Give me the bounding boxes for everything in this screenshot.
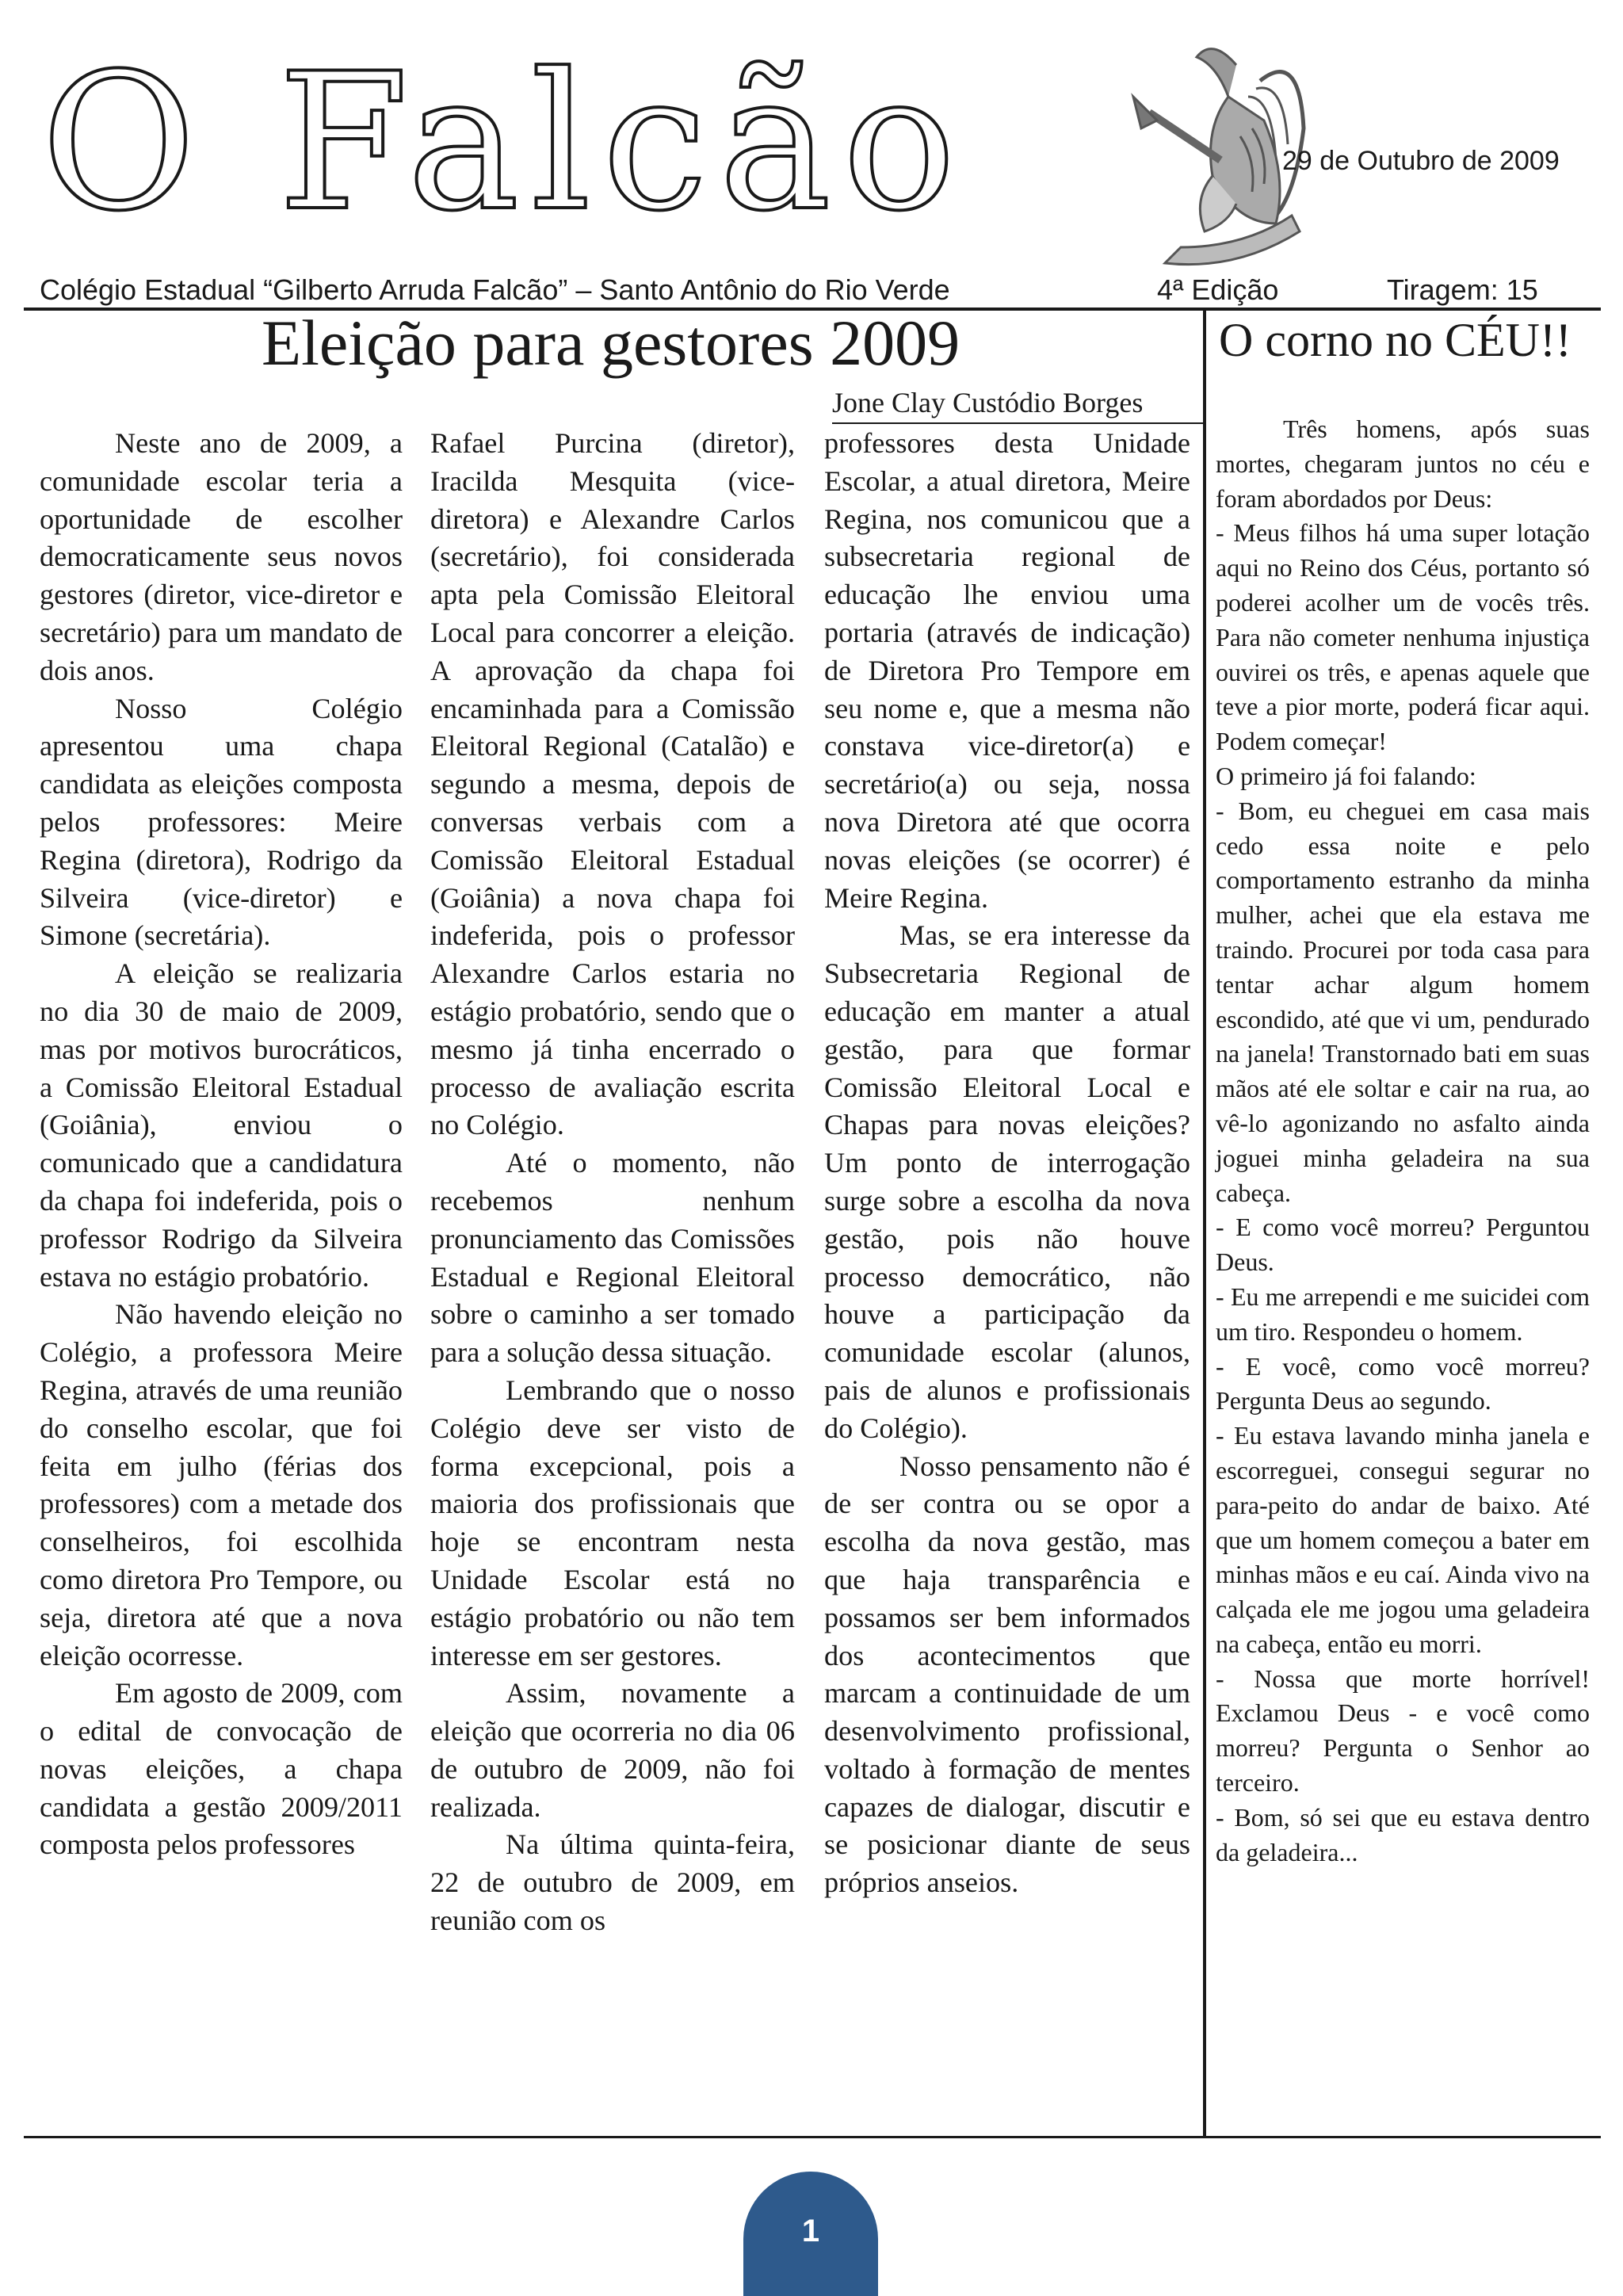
article-author: Jone Clay Custódio Borges [832,387,1144,418]
article-column-3 [824,425,1190,1902]
paragraph: Na última quinta-feira, 22 de outubro de 2009, em reunião com os [430,1828,795,1937]
paragraph: Lembrando que o nosso Colégio deve ser visto de forma excepcional, pois a maioria dos profissionais que hoje se encontram nesta Unidade Escolar está no estágio probatório ou não tem interesse em ser gestores. [430,1373,795,1671]
column-divider [1203,309,1206,2136]
falcon-emblem-icon [1117,33,1308,269]
issue-date: 29 de Outubro de 2009 [1282,146,1560,176]
side-article-column [1216,412,1590,1870]
paragraph: Até o momento, não recebemos nenhum pronunciamento das Comissões Estadual e Regional Eleitoral sobre o caminho a ser tomado para a solução dessa situação. [430,1147,795,1369]
masthead-title: O Falcão [41,33,968,253]
paragraph: A eleição se realizaria no dia 30 de maio de 2009, mas por motivos burocráticos, a Comissão Eleitoral Estadual (Goiânia), enviou o comunicado que a candidatura da chapa foi indeferida, pois o professor Rodrigo da Silveira estava no estágio probatório. [40,957,403,1293]
article-column-1 [40,425,403,1864]
paragraph: Em agosto de 2009, com o edital de convocação de novas eleições, a chapa candidata a gestão 2009/2011 composta pelos professores [40,1677,403,1861]
paragraph: Nosso pensamento não é de ser contra ou se opor a escolha da nova gestão, mas que haja transparência e possamos ser bem informados dos acontecimentos que marcam a continuidade de um desenvolvimento profissional, voltado à formação de mentes capazes de dialogar, discutir e se posicionar diante de seus próprios anseios. [824,1450,1190,1899]
paragraph: Assim, novamente a eleição que ocorreria no dia 06 de outubro de 2009, não foi realizada. [430,1677,795,1823]
paragraph: Não havendo eleição no Colégio, a professora Meire Regina, através de uma reunião do conselho escolar, que foi feita em julho (férias dos professores) com a metade dos conselheiros, foi escolhida como diretora Pro Tempore, ou seja, diretora até que a nova eleição ocorresse. [40,1298,403,1671]
paragraph: Nosso Colégio apresentou uma chapa candidata as eleições composta pelos professores: Meire Regina (diretora), Rodrigo da Silveira (vice-diretor) e Simone (secretária). [40,692,403,952]
article-column-2 [430,425,795,1940]
paragraph: professores desta Unidade Escolar, a atual diretora, Meire Regina, nos comunicou que a subsecretaria regional de educação lhe enviou uma portaria (através de indicação) de Diretora Pro Tempore em seu nome e, que a mesma não constava vice-diretor(a) e secretário(a) ou seja, nossa nova Diretora até que ocorra novas eleições (se ocorrer) é Meire Regina. [824,427,1190,914]
paragraph: O primeiro já foi falando: [1216,761,1476,790]
paragraph: - Bom, só sei que eu estava dentro da geladeira... [1216,1802,1590,1866]
page-number-badge: 1 [743,2172,878,2296]
footer-rule [24,2136,1601,2138]
school-name: Colégio Estadual “Gilberto Arruda Falcão” – Santo Antônio do Rio Verde [40,273,950,306]
paragraph: Mas, se era interesse da Subsecretaria Regional de educação em manter a atual gestão, para que formar Comissão Eleitoral Local e Chapas para novas eleições? Um ponto de interrogação surge sobre a escolha da nova gestão, pois não houve processo democrático, não houve a participação da comunidade escolar (alunos, pais de alunos e profissionais do Colégio). [824,919,1190,1444]
paragraph: - Nossa que morte horrível! Exclamou Deus - e você como morreu? Pergunta o Senhor ao terceiro. [1216,1664,1590,1797]
paragraph: Rafael Purcina (diretor), Iracilda Mesquita (vice-diretora) e Alexandre Carlos (secretário), foi considerada apta pela Comissão Eleitoral Local para concorrer a eleição. A aprovação da chapa foi encaminhada para a Comissão Eleitoral Regional (Catalão) e segundo a mesma, depois de conversas verbais com a Comissão Eleitoral Estadual (Goiânia) a nova chapa foi indeferida, pois o professor Alexandre Carlos estaria no estágio probatório, sendo que o mesmo já tinha encerrado o processo de avaliação escrita no Colégio. [430,427,795,1141]
paragraph: Neste ano de 2009, a comunidade escolar teria a oportunidade de escolher democraticamente seus novos gestores (diretor, vice-diretor e secretário) para um mandato de dois anos. [40,427,403,686]
masthead-subline [40,273,1569,308]
paragraph: - Eu me arrependi e me suicidei com um tiro. Respondeu o homem. [1216,1282,1590,1346]
author-rule [832,422,1205,424]
side-headline: O corno no CÉU!! [1219,314,1571,366]
edition-label: 4ª Edição [1157,273,1279,306]
paragraph: - Eu estava lavando minha janela e escorreguei, consegui segurar no para-peito do andar de baixo. Até que um homem começou a bater em minhas mãos e eu caí. Ainda vivo na calçada ele me jogou uma geladeira na cabeça, então eu morri. [1216,1421,1590,1658]
paragraph: - E você, como você morreu? Pergunta Deus ao segundo. [1216,1351,1590,1415]
print-run-label: Tiragem: 15 [1387,273,1538,306]
main-headline: Eleição para gestores 2009 [262,307,960,379]
paragraph: - E como você morreu? Perguntou Deus. [1216,1213,1590,1277]
paragraph: - Meus filhos há uma super lotação aqui no Reino dos Céus, portanto só poderei acolher um de vocês três. Para não cometer nenhuma injustiça ouvirei os três, e apenas aquele que teve a pior morte, poderá ficar aqui. Podem começar! [1216,518,1590,756]
paragraph: - Bom, eu cheguei em casa mais cedo essa noite e pelo comportamento estranho da minha mulher, achei que ela estava me traindo. Procurei por toda casa para tentar achar algum homem escondido, até que vi um, pendurado na janela! Transtornado bati em suas mãos até ele soltar e cair na rua, ao vê-lo agonizando no asfalto ainda joguei minha geladeira na sua cabeça. [1216,796,1590,1207]
paragraph: Três homens, após suas mortes, chegaram juntos no céu e foram abordados por Deus: [1216,415,1590,513]
